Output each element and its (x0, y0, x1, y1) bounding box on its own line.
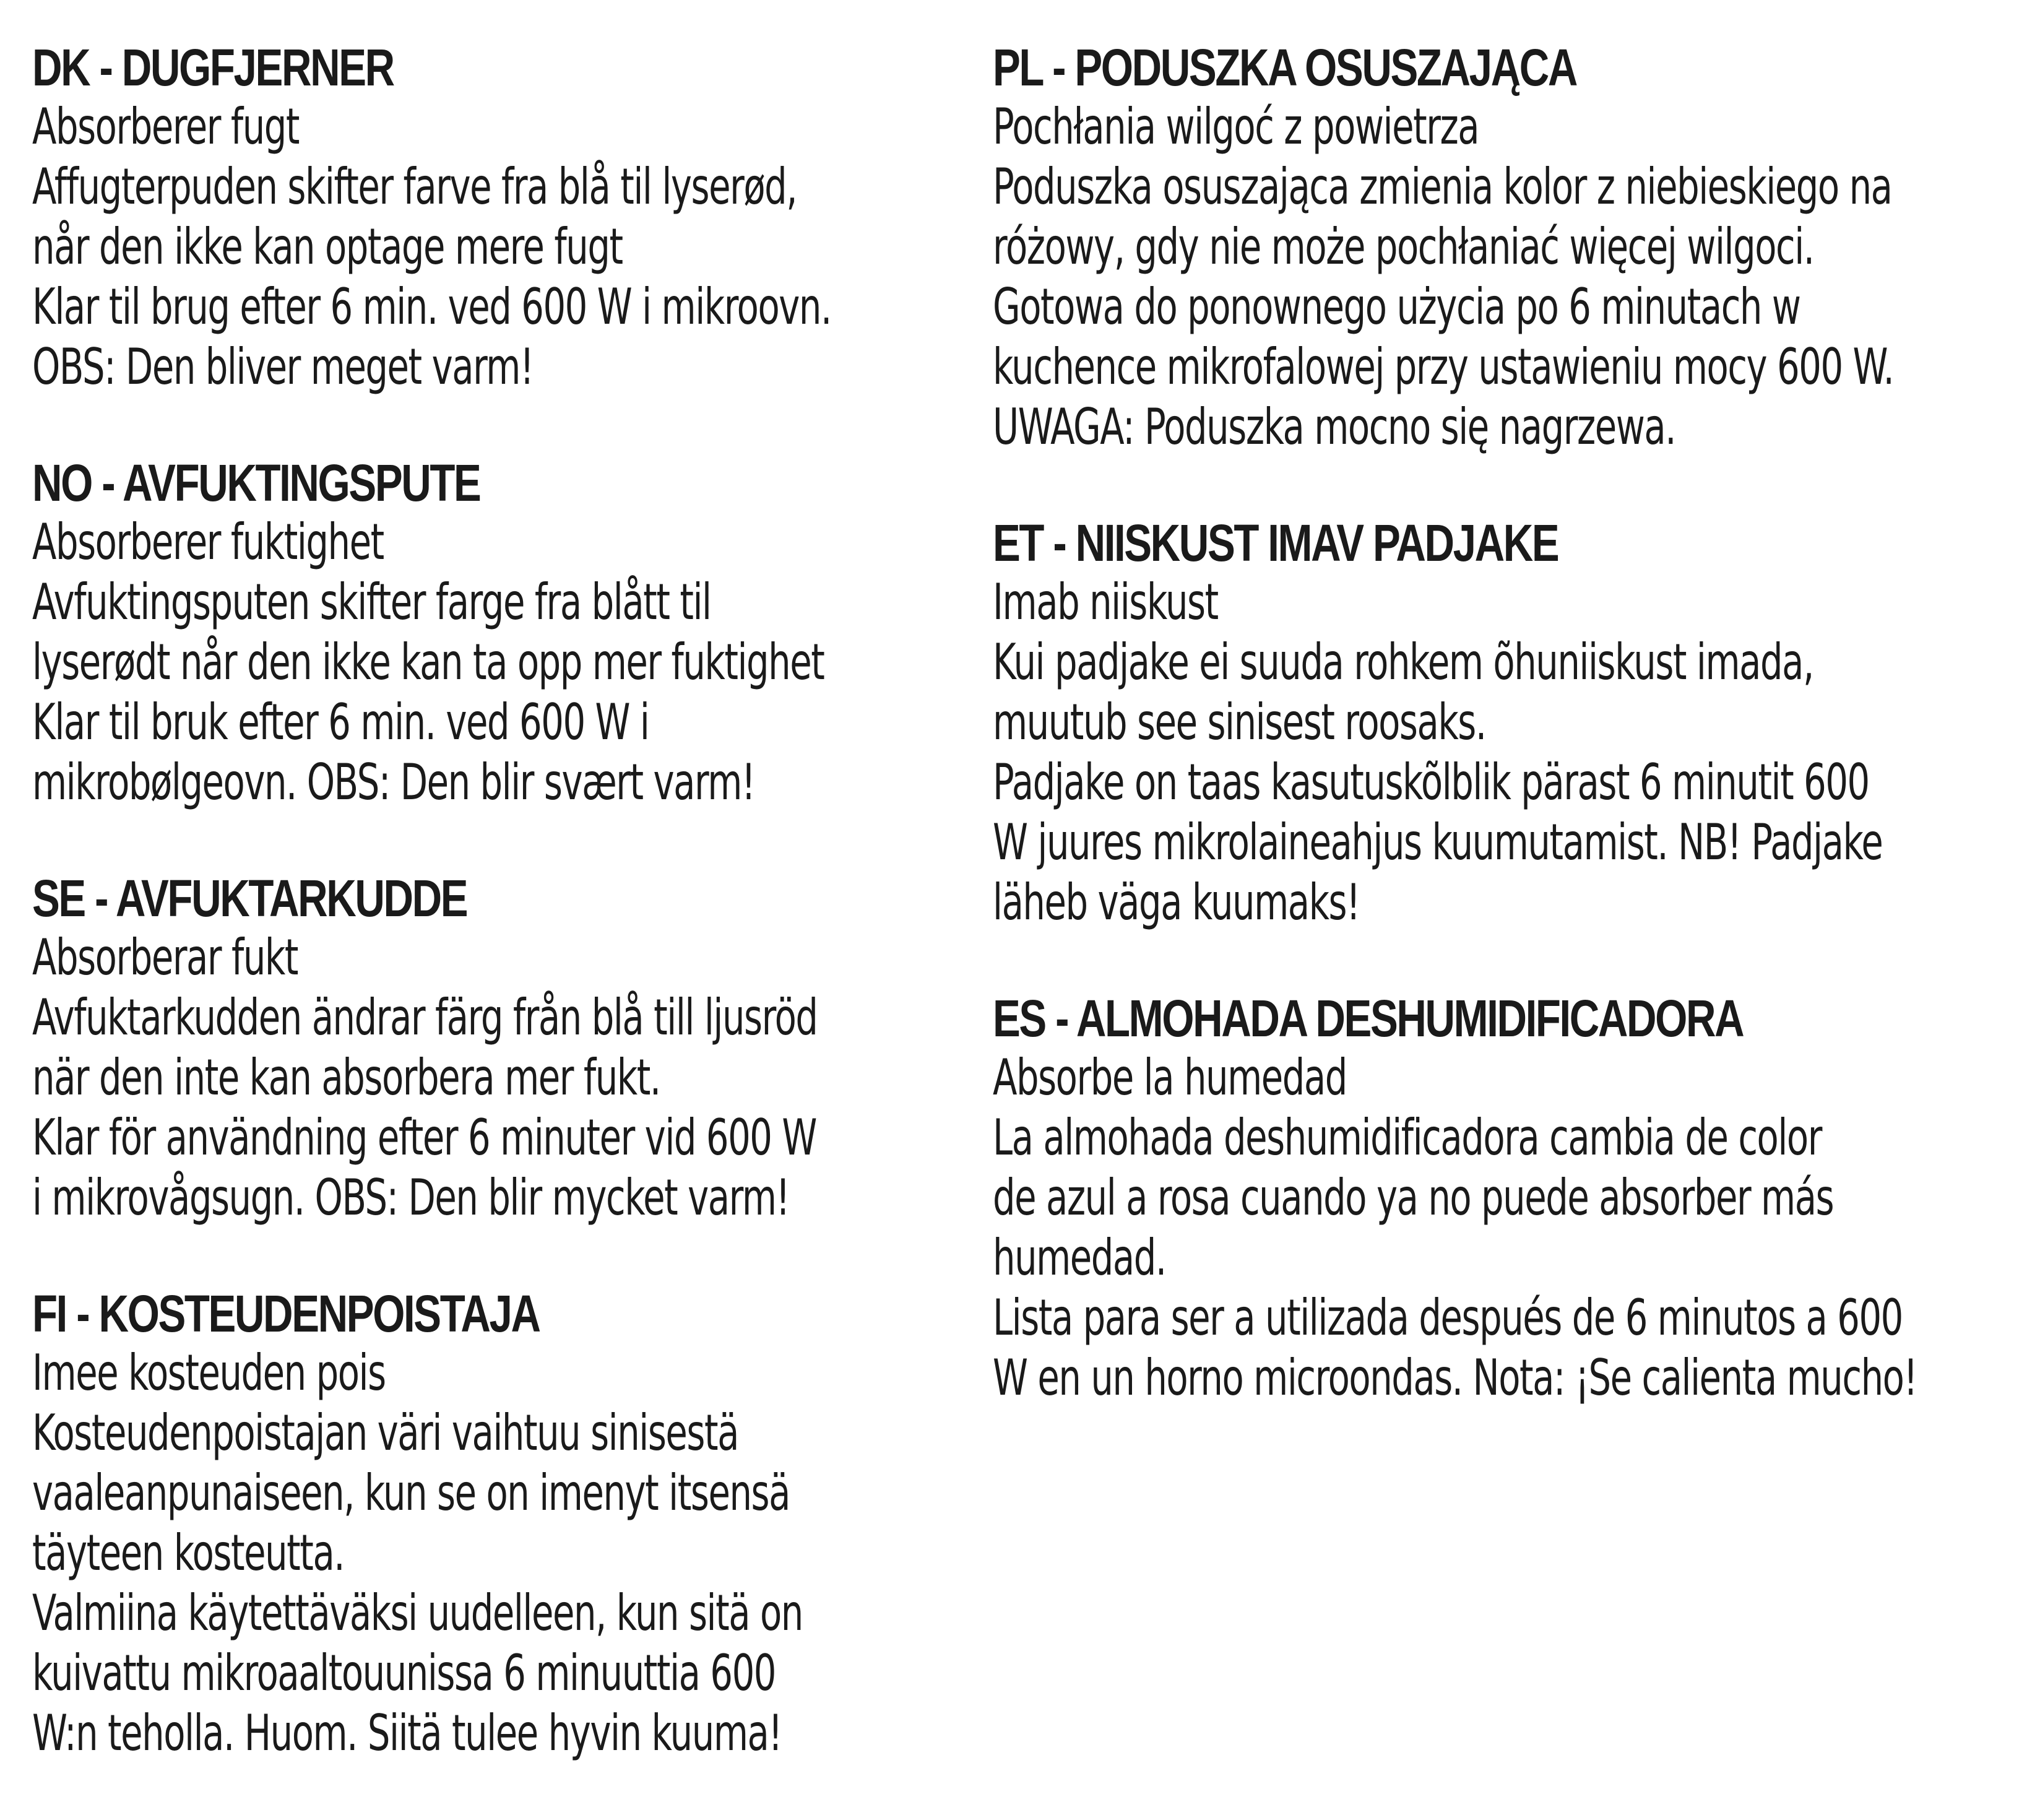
text-line: Valmiina käytettäväksi uudelleen, kun sitä on (32, 1584, 803, 1642)
section-heading: ET - NIISKUST IMAV PADJAKE (993, 514, 1558, 572)
text-line: de azul a rosa cuando ya no puede absorber más (993, 1169, 1834, 1226)
text-line: Klar för användning efter 6 minuter vid 600 W (32, 1109, 816, 1166)
section-heading: NO - AVFUKTINGSPUTE (32, 454, 480, 512)
right-column (993, 38, 2020, 1465)
section-pl (993, 38, 2020, 457)
text-line: humedad. (993, 1229, 1166, 1286)
section-se (32, 869, 961, 1228)
text-line: Avfuktingsputen skifter farge fra blått til (32, 573, 711, 631)
text-line: Gotowa do ponownego użycia po 6 minutach w (993, 278, 1800, 336)
text-line: kuchence mikrofalowej przy ustawieniu mocy 600 W. (993, 338, 1894, 396)
text-line: när den inte kan absorbera mer fukt. (32, 1049, 660, 1106)
text-line: Pochłania wilgoć z powietrza (993, 98, 1479, 155)
text-line: Absorberer fuktighet (32, 513, 384, 571)
text-line: Absorberer fugt (32, 98, 300, 155)
text-line: vaaleanpunaiseen, kun se on imenyt itsensä (32, 1464, 790, 1522)
section-fi (32, 1285, 961, 1763)
section-dk (32, 38, 961, 397)
text-line: i mikrovågsugn. OBS: Den blir mycket varm! (32, 1169, 790, 1226)
section-heading: DK - DUGFJERNER (32, 38, 394, 97)
text-line: lyserødt når den ikke kan ta opp mer fuktighet (32, 633, 824, 691)
text-line: różowy, gdy nie może pochłaniać więcej wilgoci. (993, 218, 1814, 275)
text-line: Imab niiskust (993, 573, 1218, 631)
text-line: täyteen kosteutta. (32, 1524, 345, 1582)
text-line: OBS: Den bliver meget varm! (32, 338, 534, 396)
text-line: Poduszka osuszająca zmienia kolor z niebieskiego na (993, 158, 1892, 215)
text-line: Klar til brug efter 6 min. ved 600 W i mikroovn. (32, 278, 831, 336)
section-heading: SE - AVFUKTARKUDDE (32, 869, 467, 927)
text-line: W:n teholla. Huom. Siitä tulee hyvin kuuma! (32, 1704, 782, 1762)
text-line: La almohada deshumidificadora cambia de color (993, 1109, 1822, 1166)
section-heading: ES - ALMOHADA DESHUMIDIFICADORA (993, 989, 1744, 1047)
section-et (993, 514, 2020, 932)
text-line: W juures mikrolaineahjus kuumutamist. NB! Padjake (993, 813, 1883, 871)
text-line: W en un horno microondas. Nota: ¡Se calienta mucho! (993, 1349, 1917, 1406)
section-heading: FI - KOSTEUDENPOISTAJA (32, 1285, 540, 1343)
text-line: Padjake on taas kasutuskõlblik pärast 6 minutit 600 (993, 753, 1869, 811)
text-line: UWAGA: Poduszka mocno się nagrzewa. (993, 398, 1676, 456)
text-line: Kui padjake ei suuda rohkem õhuniiskust imada, (993, 633, 1813, 691)
text-line: Kosteudenpoistajan väri vaihtuu sinisestä (32, 1404, 738, 1462)
text-line: Affugterpuden skifter farve fra blå til lyserød, (32, 158, 797, 215)
text-line: Absorberar fukt (32, 929, 298, 986)
text-line: kuivattu mikroaaltouunissa 6 minuuttia 600 (32, 1644, 776, 1702)
text-line: Klar til bruk efter 6 min. ved 600 W i (32, 693, 649, 751)
section-no (32, 454, 961, 812)
section-heading: PL - PODUSZKA OSUSZAJĄCA (993, 38, 1577, 97)
text-line: Absorbe la humedad (993, 1049, 1347, 1106)
text-line: läheb väga kuumaks! (993, 873, 1360, 931)
section-es (993, 989, 2020, 1408)
text-line: Lista para ser a utilizada después de 6 minutos a 600 (993, 1289, 1903, 1346)
text-line: Avfuktarkudden ändrar färg från blå till ljusröd (32, 989, 818, 1046)
text-line: muutub see sinisest roosaks. (993, 693, 1486, 751)
text-line: mikrobølgeovn. OBS: Den blir svært varm! (32, 753, 755, 811)
text-line: Imee kosteuden pois (32, 1344, 386, 1402)
text-line: når den ikke kan optage mere fugt (32, 218, 623, 275)
left-column (32, 38, 961, 1820)
